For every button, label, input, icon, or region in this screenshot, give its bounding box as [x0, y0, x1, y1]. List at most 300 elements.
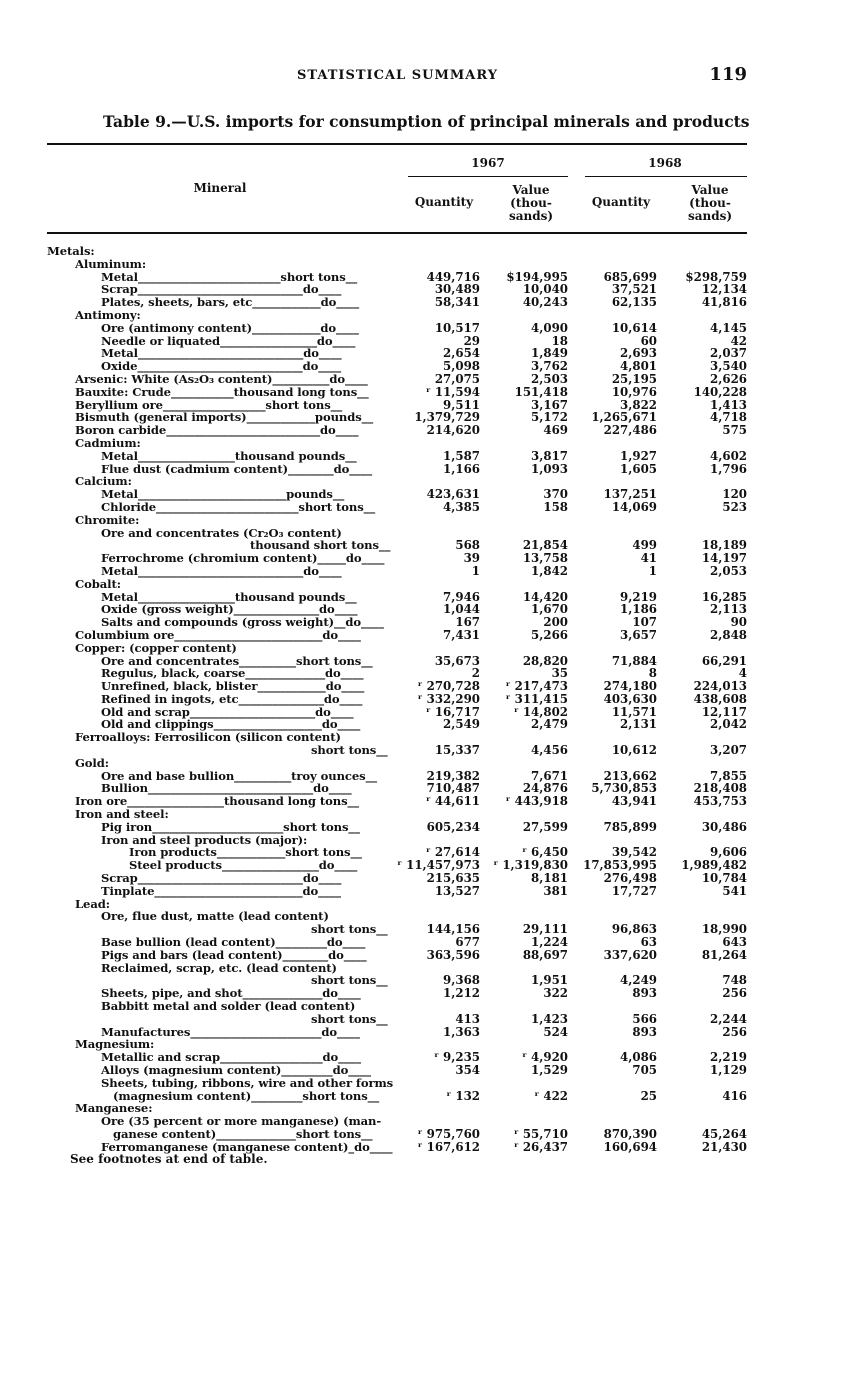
value-1967-cell: 469 — [543, 423, 568, 438]
table-row — [0, 936, 855, 949]
value-1968-cell: 541 — [722, 883, 747, 898]
value-1968-cell: 18,990 — [701, 922, 747, 937]
quantity-1967-cell: 1,212 — [443, 986, 480, 1001]
quantity-1967-cell: 29 — [463, 333, 480, 348]
quantity-1968-cell: 1,265,671 — [591, 410, 657, 425]
value-1967-cell: 5,172 — [531, 410, 568, 425]
table-row — [0, 821, 855, 834]
quantity-1968-cell: 785,899 — [603, 819, 657, 834]
row-label: Scrap_____________________________do____ — [101, 282, 342, 297]
value-label-line2: (thou- — [510, 196, 552, 210]
row-label: Steel products_________________do____ — [129, 858, 358, 873]
quantity-1967-cell: ʳ 332,290 — [417, 691, 480, 706]
value-1968-cell: 30,486 — [701, 819, 747, 834]
value-1968-cell: 120 — [722, 487, 747, 502]
column-header-value-1967 — [495, 184, 567, 223]
row-label: Oxide_____________________________do____ — [101, 359, 342, 374]
row-label: Base bullion (lead content)_________do____ — [101, 935, 366, 950]
row-label: Babbitt metal and solder (lead content) — [101, 999, 356, 1014]
row-label: Old and clippings___________________do____ — [101, 717, 361, 732]
quantity-1967-cell: 27,075 — [434, 371, 480, 386]
row-label: short tons__ — [311, 1011, 388, 1026]
quantity-1968-cell: 8 — [648, 666, 657, 681]
table-row — [0, 642, 855, 655]
value-1967-cell: ʳ 26,437 — [513, 1139, 568, 1154]
table-row — [0, 565, 855, 578]
value-1968-cell: $298,759 — [685, 269, 747, 284]
table-row — [0, 680, 855, 693]
value-1968-cell: 2,848 — [710, 627, 747, 642]
value-1968-cell: 2,626 — [710, 371, 747, 386]
quantity-1967-cell: 7,946 — [443, 589, 480, 604]
quantity-1967-cell: 215,635 — [426, 871, 480, 886]
value-1967-cell: ʳ 422 — [534, 1088, 568, 1103]
value-1968-cell: 2,113 — [710, 602, 747, 617]
value-1968-cell: 42 — [730, 333, 747, 348]
value-1967-cell: 158 — [543, 499, 568, 514]
quantity-1967-cell: ʳ 11,594 — [425, 384, 480, 399]
row-label: Ore (antimony content)____________do____ — [101, 320, 359, 335]
quantity-1967-cell: 568 — [455, 538, 480, 553]
row-label: Aluminum: — [75, 256, 147, 271]
value-1968-cell: 18,189 — [701, 538, 747, 553]
column-header-quantity-1967: Quantity — [414, 195, 474, 209]
quantity-1968-cell: 14,069 — [611, 499, 657, 514]
value-1968-cell: 4,602 — [710, 448, 747, 463]
table-row — [0, 808, 855, 821]
value-1968-cell: 3,540 — [710, 359, 747, 374]
value-1967-cell: 35 — [551, 666, 568, 681]
table-row — [0, 501, 855, 514]
value-1967-cell: 14,420 — [522, 589, 568, 604]
quantity-1968-cell: 17,727 — [611, 883, 657, 898]
row-label: Tinplate__________________________do____ — [101, 883, 341, 898]
quantity-1968-cell: 9,219 — [620, 589, 657, 604]
quantity-1967-cell: 4,385 — [443, 499, 480, 514]
quantity-1967-cell: 2,654 — [443, 346, 480, 361]
row-label: Reclaimed, scrap, etc. (lead content) — [101, 960, 337, 975]
row-label: Calcium: — [75, 474, 132, 489]
quantity-1968-cell: 1,605 — [620, 461, 657, 476]
row-label: Flue dust (cadmium content)________do____ — [101, 461, 373, 476]
row-label: Unrefined, black, blister____________do____ — [101, 679, 365, 694]
value-1968-cell: 10,784 — [701, 871, 747, 886]
table-row — [0, 1077, 855, 1090]
row-label: Sheets, pipe, and shot______________do____ — [101, 986, 361, 1001]
row-label: Cadmium: — [75, 435, 141, 450]
value-1968-cell: 416 — [722, 1088, 747, 1103]
quantity-1968-cell: 160,694 — [603, 1139, 657, 1154]
year-1968-rule — [585, 176, 747, 177]
table-row — [0, 450, 855, 463]
quantity-1967-cell: 363,596 — [426, 947, 480, 962]
quantity-1968-cell: 276,498 — [603, 871, 657, 886]
value-1967-cell: 7,671 — [531, 768, 568, 783]
row-label: Regulus, black, coarse______________do____ — [101, 666, 364, 681]
value-1968-cell: 45,264 — [701, 1126, 747, 1141]
value-label-line2: (thou- — [689, 196, 731, 210]
quantity-1968-cell: 2,693 — [620, 346, 657, 361]
row-label: Alloys (magnesium content)_________do____ — [101, 1063, 372, 1077]
row-label: Iron ore_________________thousand long tons__ — [75, 794, 359, 809]
quantity-1967-cell: 144,156 — [426, 922, 480, 937]
quantity-1967-cell: 15,337 — [434, 743, 480, 758]
quantity-1968-cell: 10,614 — [611, 320, 657, 335]
value-label-line1: Value — [691, 183, 729, 197]
value-1967-cell: 1,529 — [531, 1063, 568, 1077]
row-label: Cobalt: — [75, 576, 121, 591]
row-label: Beryllium ore__________________short tons__ — [75, 397, 343, 412]
quantity-1968-cell: 4,086 — [620, 1050, 657, 1065]
value-1968-cell: 12,117 — [701, 704, 747, 719]
value-1967-cell: 524 — [543, 1024, 568, 1039]
row-label: Iron and steel: — [75, 807, 169, 822]
table-row — [0, 552, 855, 565]
quantity-1967-cell: 423,631 — [426, 487, 480, 502]
value-1967-cell: $194,995 — [506, 269, 568, 284]
table-row — [0, 386, 855, 399]
quantity-1968-cell: 4,249 — [620, 973, 657, 988]
value-1968-cell: 9,606 — [710, 845, 747, 860]
quantity-1968-cell: 705 — [632, 1063, 657, 1077]
row-label: Magnesium: — [75, 1037, 155, 1052]
value-1968-cell: 3,207 — [710, 743, 747, 758]
quantity-1967-cell: 605,234 — [426, 819, 480, 834]
value-1967-cell: 28,820 — [522, 653, 568, 668]
row-label: Refined in ingots, etc_______________do____ — [101, 691, 363, 706]
value-1968-cell: 643 — [722, 935, 747, 950]
value-1968-cell: 12,134 — [701, 282, 747, 297]
table-title: Table 9.—U.S. imports for consumption of principal minerals and products — [103, 112, 750, 131]
value-1967-cell: 88,697 — [522, 947, 568, 962]
value-1968-cell: 90 — [730, 615, 747, 630]
quantity-1967-cell: 35,673 — [434, 653, 480, 668]
value-1968-cell: 1,989,482 — [681, 858, 747, 873]
value-1968-cell: 140,228 — [693, 384, 747, 399]
row-label: Metal_________________thousand pounds__ — [101, 448, 357, 463]
quantity-1968-cell: 274,180 — [603, 679, 657, 694]
value-1967-cell: ʳ 443,918 — [505, 794, 568, 809]
quantity-1967-cell: 58,341 — [434, 295, 480, 310]
value-1967-cell: 40,243 — [522, 295, 568, 310]
quantity-1967-cell: 9,368 — [443, 973, 480, 988]
quantity-1968-cell: 685,699 — [603, 269, 657, 284]
value-1967-cell: 4,456 — [531, 743, 568, 758]
quantity-1968-cell: 499 — [632, 538, 657, 553]
quantity-1967-cell: 1,379,729 — [414, 410, 480, 425]
value-1967-cell: 3,762 — [531, 359, 568, 374]
row-label: Ore, flue dust, matte (lead content) — [101, 909, 329, 924]
value-1968-cell: 66,291 — [701, 653, 747, 668]
page-number: 119 — [709, 64, 747, 85]
row-label: short tons__ — [311, 973, 388, 988]
value-1968-cell: 224,013 — [693, 679, 747, 694]
row-label: thousand short tons__ — [250, 538, 391, 553]
quantity-1968-cell: 2,131 — [620, 717, 657, 732]
table-body — [0, 245, 855, 1154]
table-row — [0, 514, 855, 527]
value-1968-cell: 256 — [722, 986, 747, 1001]
quantity-1967-cell: 10,517 — [434, 320, 480, 335]
quantity-1968-cell: 25 — [640, 1088, 657, 1103]
value-1967-cell: ʳ 14,802 — [513, 704, 568, 719]
table-row — [0, 757, 855, 770]
quantity-1967-cell: 354 — [455, 1063, 480, 1077]
value-1967-cell: 1,849 — [531, 346, 568, 361]
row-label: short tons__ — [311, 922, 388, 937]
quantity-1968-cell: 11,571 — [611, 704, 657, 719]
quantity-1967-cell: ʳ 16,717 — [425, 704, 480, 719]
quantity-1968-cell: 10,976 — [611, 384, 657, 399]
table-row — [0, 744, 855, 757]
quantity-1968-cell: 62,135 — [611, 295, 657, 310]
table-row — [0, 693, 855, 706]
column-header-year-1968: 1968 — [648, 156, 682, 170]
quantity-1967-cell: 710,487 — [426, 781, 480, 796]
value-1967-cell: 8,181 — [531, 871, 568, 886]
value-1967-cell: 2,479 — [531, 717, 568, 732]
value-1967-cell: 3,167 — [531, 397, 568, 412]
quantity-1967-cell: 1,166 — [443, 461, 480, 476]
row-label: Metals: — [47, 244, 95, 258]
value-1967-cell: 200 — [543, 615, 568, 630]
row-label: Antimony: — [75, 307, 141, 322]
quantity-1968-cell: 107 — [632, 615, 657, 630]
quantity-1968-cell: 39,542 — [611, 845, 657, 860]
quantity-1967-cell: ʳ 167,612 — [417, 1139, 480, 1154]
value-1968-cell: 2,219 — [710, 1050, 747, 1065]
quantity-1968-cell: 1,186 — [620, 602, 657, 617]
value-1967-cell: ʳ 1,319,830 — [493, 858, 568, 873]
value-1967-cell: ʳ 6,450 — [522, 845, 568, 860]
value-1967-cell: 322 — [543, 986, 568, 1001]
value-1967-cell: 1,093 — [531, 461, 568, 476]
value-1967-cell: 2,503 — [531, 371, 568, 386]
quantity-1967-cell: ʳ 132 — [446, 1088, 480, 1103]
value-1968-cell: 1,413 — [710, 397, 747, 412]
quantity-1968-cell: 893 — [632, 1024, 657, 1039]
quantity-1968-cell: 403,630 — [603, 691, 657, 706]
value-1968-cell: 41,816 — [701, 295, 747, 310]
quantity-1968-cell: 41 — [640, 551, 657, 566]
footnote: See footnotes at end of table. — [70, 1152, 268, 1166]
table-row — [0, 1013, 855, 1026]
value-1967-cell: 381 — [543, 883, 568, 898]
row-label: Iron and steel products (major): — [101, 832, 308, 847]
value-1968-cell: 2,244 — [710, 1011, 747, 1026]
row-label: Chromite: — [75, 512, 140, 527]
row-label: Iron products____________short tons__ — [129, 845, 362, 860]
quantity-1967-cell: ʳ 11,457,973 — [397, 858, 480, 873]
row-label: Ferromanganese (manganese content)_do____ — [101, 1139, 393, 1154]
row-label: Manufactures_______________________do____ — [101, 1024, 360, 1039]
column-header-year-1967: 1967 — [471, 156, 505, 170]
value-1967-cell: ʳ 217,473 — [505, 679, 568, 694]
value-1967-cell: ʳ 4,920 — [522, 1050, 568, 1065]
row-label: Arsenic: White (As₂O₃ content)__________do____ — [75, 371, 368, 386]
table-row — [0, 1000, 855, 1013]
row-label: Metal_________________thousand pounds__ — [101, 589, 357, 604]
value-1967-cell: ʳ 311,415 — [505, 691, 568, 706]
quantity-1967-cell: 1,363 — [443, 1024, 480, 1039]
table-row — [0, 1064, 855, 1077]
table-row — [0, 578, 855, 591]
table-row — [0, 629, 855, 642]
value-1967-cell: 4,090 — [531, 320, 568, 335]
quantity-1968-cell: 337,620 — [603, 947, 657, 962]
quantity-1968-cell: 25,195 — [611, 371, 657, 386]
quantity-1967-cell: 167 — [455, 615, 480, 630]
value-1968-cell: 748 — [722, 973, 747, 988]
value-label-line3: sands) — [687, 209, 733, 223]
quantity-1968-cell: 60 — [640, 333, 657, 348]
row-label: Ore and concentrates (Cr₂O₃ content) — [101, 525, 342, 540]
row-label: Ore and concentrates__________short tons__ — [101, 653, 373, 668]
value-1967-cell: 21,854 — [522, 538, 568, 553]
table-row — [0, 322, 855, 335]
quantity-1967-cell: ʳ 9,235 — [434, 1050, 480, 1065]
row-label: Metal_________________________short tons__ — [101, 269, 358, 284]
row-label: Copper: (copper content) — [75, 640, 237, 655]
quantity-1968-cell: 870,390 — [603, 1126, 657, 1141]
value-1968-cell: 4,145 — [710, 320, 747, 335]
row-label: Oxide (gross weight)_______________do____ — [101, 602, 358, 617]
quantity-1967-cell: 2 — [471, 666, 480, 681]
quantity-1967-cell: 1,587 — [443, 448, 480, 463]
row-label: Ferrochrome (chromium content)_____do____ — [101, 551, 385, 566]
quantity-1967-cell: 677 — [455, 935, 480, 950]
table-row — [0, 258, 855, 271]
quantity-1967-cell: 2,549 — [443, 717, 480, 732]
table-row — [0, 245, 855, 258]
row-label: Chloride_________________________short tons__ — [101, 499, 376, 514]
quantity-1968-cell: 4,801 — [620, 359, 657, 374]
row-label: Sheets, tubing, ribbons, wire and other forms — [101, 1075, 394, 1090]
value-1968-cell: 256 — [722, 1024, 747, 1039]
row-label: Ferroalloys: Ferrosilicon (silicon content) — [75, 730, 341, 745]
quantity-1967-cell: ʳ 44,611 — [425, 794, 480, 809]
row-label: Bauxite: Crude___________thousand long tons__ — [75, 384, 369, 399]
row-label: (magnesium content)_________short tons__ — [113, 1088, 380, 1103]
row-label: Metallic and scrap__________________do____ — [101, 1050, 361, 1065]
column-header-quantity-1968: Quantity — [591, 195, 651, 209]
value-1968-cell: 523 — [722, 499, 747, 514]
quantity-1968-cell: 893 — [632, 986, 657, 1001]
value-1968-cell: 2,042 — [710, 717, 747, 732]
quantity-1968-cell: 3,657 — [620, 627, 657, 642]
year-1967-rule — [408, 176, 568, 177]
value-1968-cell: 4,718 — [710, 410, 747, 425]
value-1968-cell: 218,408 — [693, 781, 747, 796]
quantity-1967-cell: 1,044 — [443, 602, 480, 617]
row-label: Old and scrap______________________do____ — [101, 704, 354, 719]
table-top-rule — [47, 143, 747, 145]
value-1968-cell: 14,197 — [701, 551, 747, 566]
value-1968-cell: 1,129 — [710, 1063, 747, 1077]
quantity-1968-cell: 1 — [648, 563, 657, 578]
row-label: Gold: — [75, 755, 109, 770]
value-1967-cell: 1,842 — [531, 563, 568, 578]
value-1967-cell: 18 — [551, 333, 568, 348]
row-label: Pigs and bars (lead content)________do____ — [101, 947, 367, 962]
table-row — [0, 872, 855, 885]
quantity-1968-cell: 566 — [632, 1011, 657, 1026]
quantity-1967-cell: 5,098 — [443, 359, 480, 374]
value-1968-cell: 81,264 — [701, 947, 747, 962]
table-row — [0, 309, 855, 322]
table-row — [0, 949, 855, 962]
quantity-1968-cell: 5,730,853 — [591, 781, 657, 796]
quantity-1967-cell: 7,431 — [443, 627, 480, 642]
row-label: Boron carbide___________________________do____ — [75, 423, 359, 438]
row-label: Salts and compounds (gross weight)__do____ — [101, 615, 384, 630]
quantity-1968-cell: 227,486 — [603, 423, 657, 438]
quantity-1967-cell: 219,382 — [426, 768, 480, 783]
quantity-1967-cell: 214,620 — [426, 423, 480, 438]
quantity-1968-cell: 63 — [640, 935, 657, 950]
row-label: Needle or liquated_________________do____ — [101, 333, 356, 348]
row-label: Bismuth (general imports)____________pounds__ — [75, 410, 374, 425]
quantity-1968-cell: 3,822 — [620, 397, 657, 412]
value-1967-cell: 1,224 — [531, 935, 568, 950]
quantity-1967-cell: ʳ 270,728 — [417, 679, 480, 694]
quantity-1968-cell: 213,662 — [603, 768, 657, 783]
value-label-line1: Value — [512, 183, 550, 197]
table-row — [0, 373, 855, 386]
row-label: Scrap_____________________________do____ — [101, 871, 342, 886]
row-label: Metal_____________________________do____ — [101, 346, 342, 361]
table-row — [0, 885, 855, 898]
quantity-1968-cell: 71,884 — [611, 653, 657, 668]
value-1968-cell: 16,285 — [701, 589, 747, 604]
running-head: STATISTICAL SUMMARY — [297, 68, 498, 83]
value-1968-cell: 2,037 — [710, 346, 747, 361]
quantity-1967-cell: 1 — [471, 563, 480, 578]
quantity-1968-cell: 96,863 — [611, 922, 657, 937]
quantity-1967-cell: ʳ 975,760 — [417, 1126, 480, 1141]
header-bottom-rule — [47, 232, 747, 234]
quantity-1967-cell: 449,716 — [426, 269, 480, 284]
value-1967-cell: 27,599 — [522, 819, 568, 834]
value-1967-cell: 5,266 — [531, 627, 568, 642]
value-label-line3: sands) — [508, 209, 554, 223]
value-1967-cell: 3,817 — [531, 448, 568, 463]
value-1967-cell: 370 — [543, 487, 568, 502]
value-1968-cell: 1,796 — [710, 461, 747, 476]
row-label: Ore (35 percent or more manganese) (man- — [101, 1114, 382, 1129]
row-label: Lead: — [75, 896, 110, 911]
column-header-value-1968 — [674, 184, 746, 223]
quantity-1967-cell: 30,489 — [434, 282, 480, 297]
value-1968-cell: 2,053 — [710, 563, 747, 578]
value-1968-cell: 21,430 — [701, 1139, 747, 1154]
value-1967-cell: ʳ 55,710 — [513, 1126, 568, 1141]
quantity-1968-cell: 1,927 — [620, 448, 657, 463]
quantity-1968-cell: 43,941 — [611, 794, 657, 809]
value-1967-cell: 1,951 — [531, 973, 568, 988]
value-1967-cell: 29,111 — [522, 922, 568, 937]
row-label: Metal__________________________pounds__ — [101, 487, 345, 502]
column-header-mineral: Mineral — [193, 181, 247, 195]
row-label: Plates, sheets, bars, etc____________do____ — [101, 295, 360, 310]
row-label: Ore and base bullion__________troy ounces__ — [101, 768, 377, 783]
page-header — [0, 64, 855, 88]
quantity-1968-cell: 17,853,995 — [583, 858, 657, 873]
value-1968-cell: 438,608 — [693, 691, 747, 706]
row-label: Columbium ore__________________________do____ — [75, 627, 361, 642]
value-1968-cell: 4 — [738, 666, 747, 681]
quantity-1968-cell: 10,612 — [611, 743, 657, 758]
